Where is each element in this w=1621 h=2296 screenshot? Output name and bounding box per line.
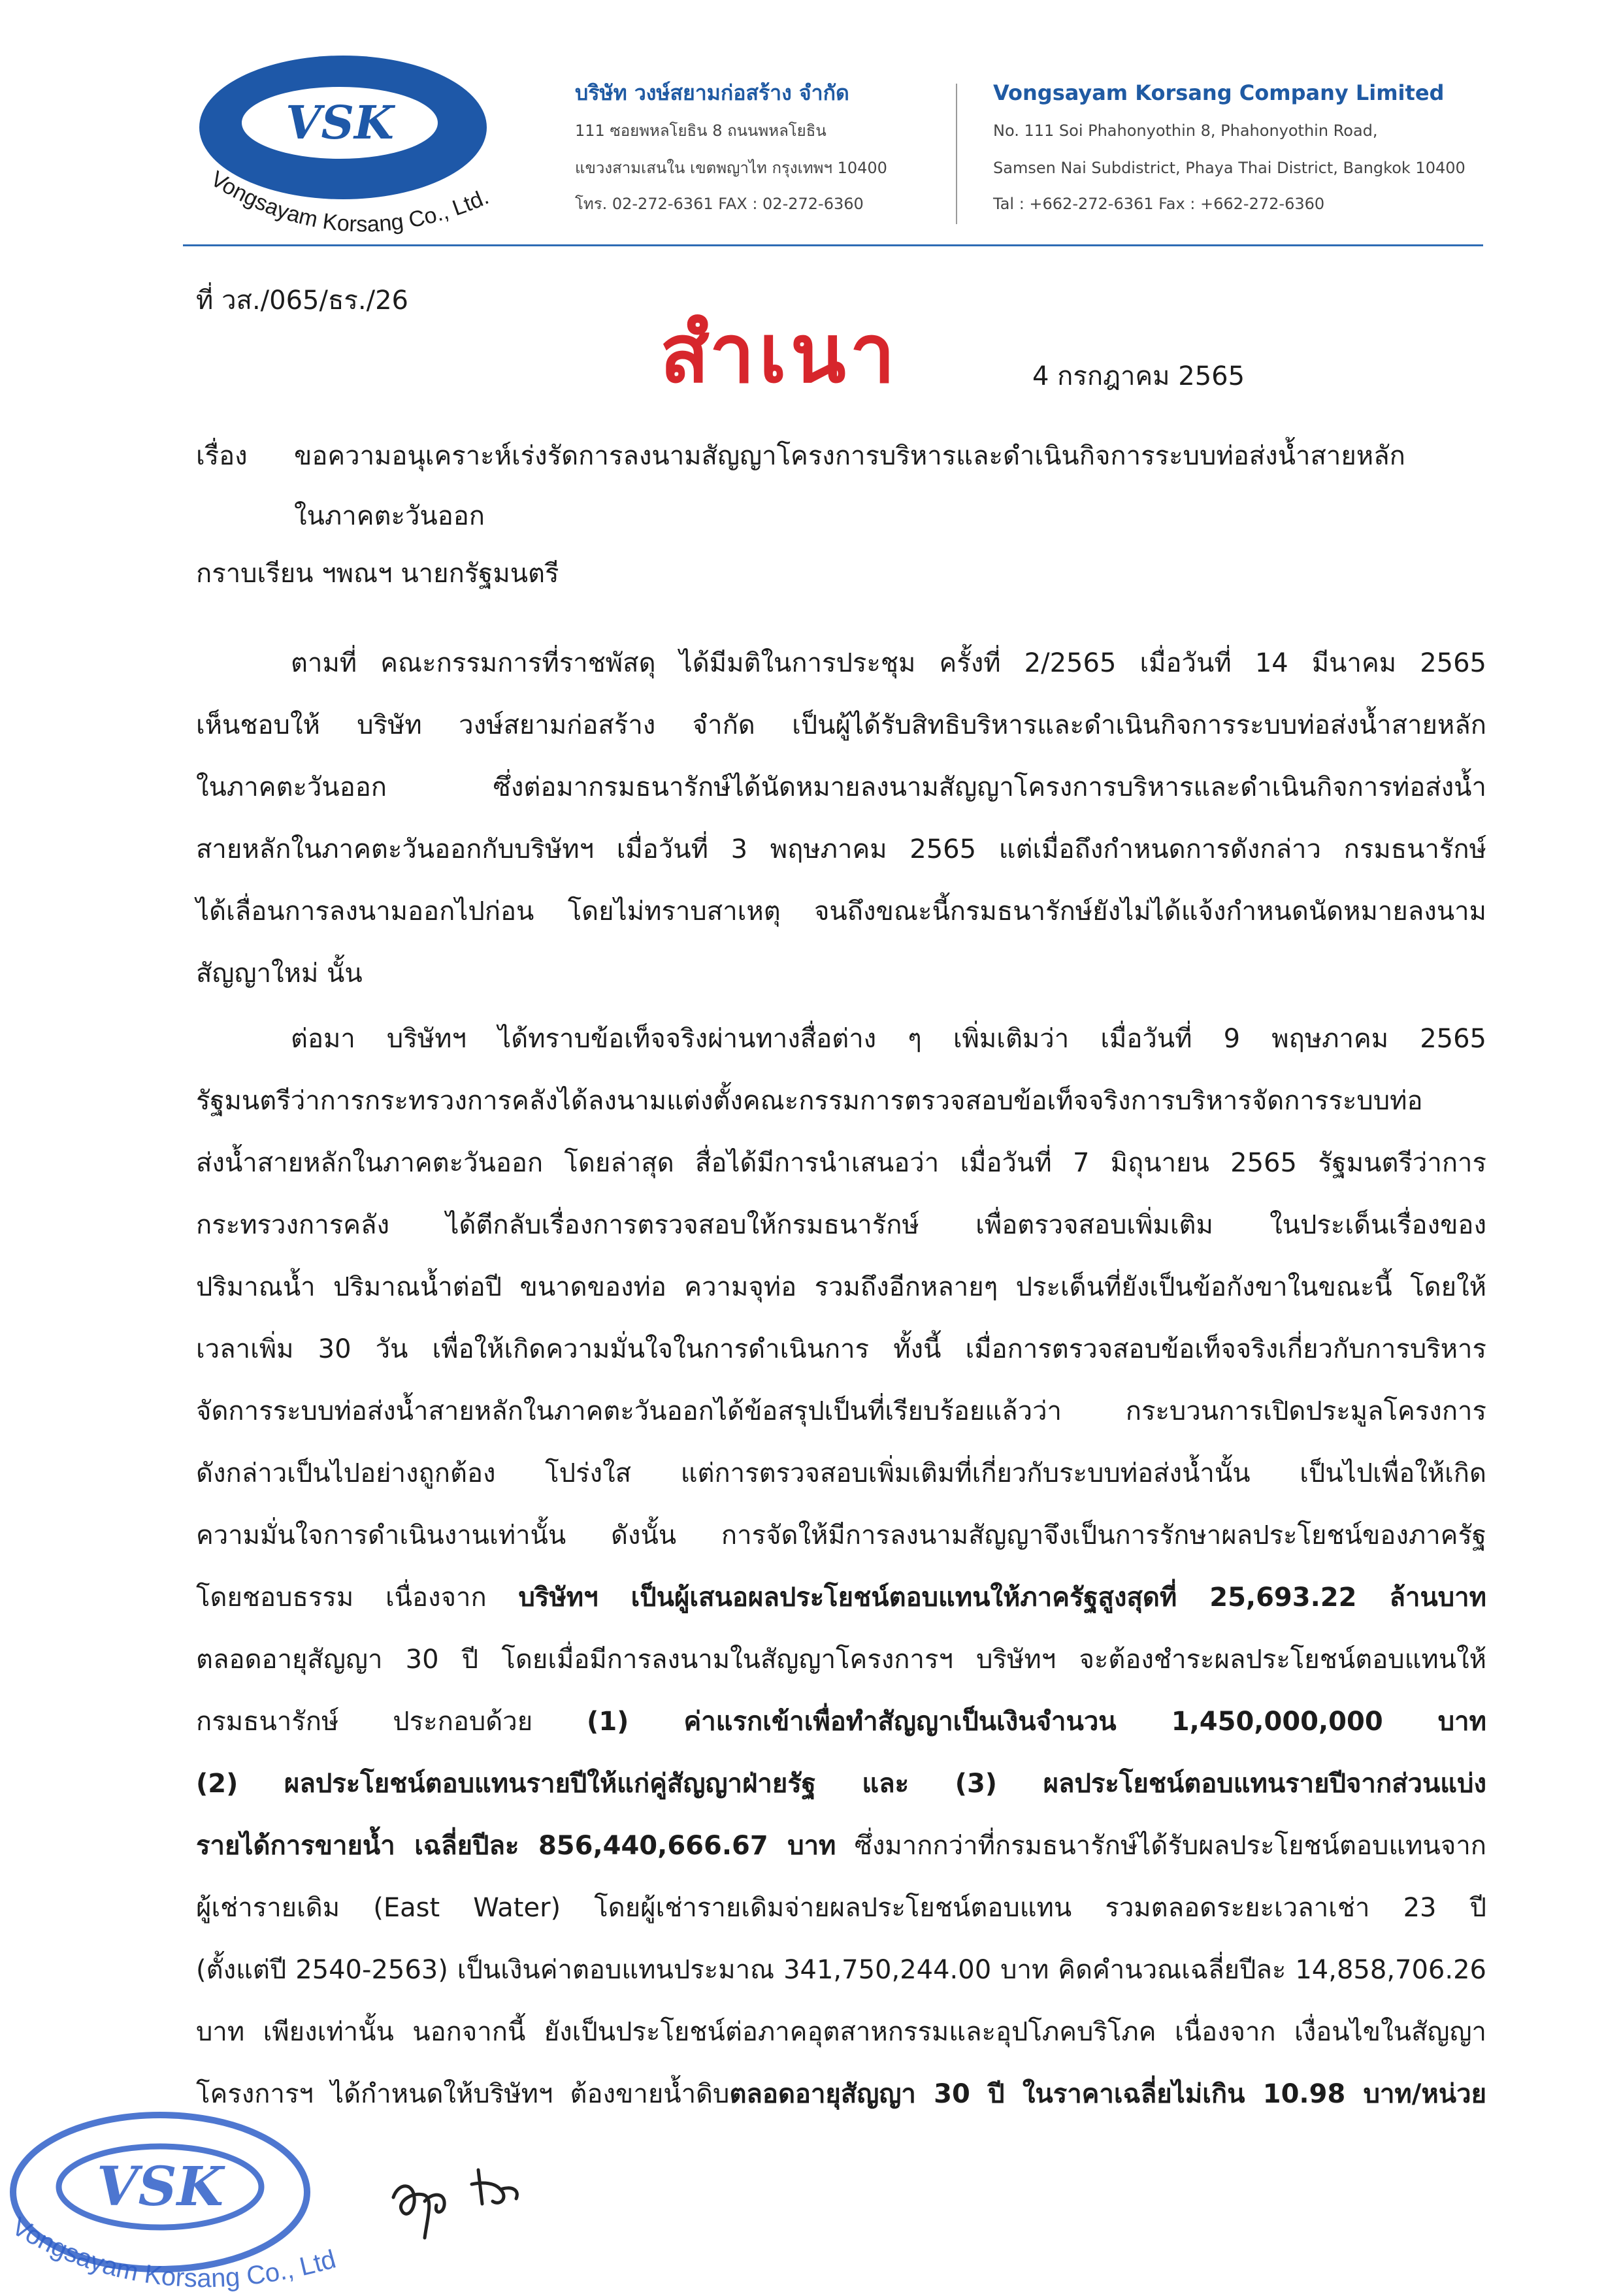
paragraph-2-text: โครงการฯ ได้กำหนดให้บริษัทฯ ต้องขายน้ำดิบ xyxy=(196,2079,730,2109)
paragraph-2-line: (ตั้งแต่ปี 2540-2563) เป็นเงินค่าตอบแทนประมาณ 341,750,244.00 บาท คิดคำนวณเฉลี่ยปีละ 14,858,706.26 xyxy=(196,1955,1486,1985)
company-logo xyxy=(176,46,516,242)
paragraph-2-line: ความมั่นใจการดำเนินงานเท่านั้น ดังนั้น การจัดให้มีการลงนามสัญญาจึงเป็นการรักษาผลประโยชน์ของภาครัฐ xyxy=(196,1520,1486,1550)
paragraph-1-line: ในภาคตะวันออก ซึ่งต่อมากรมธนารักษ์ได้นัดหมายลงนามสัญญาโครงการบริหารและดำเนินกิจการท่อส่งน้ำ xyxy=(196,772,1486,802)
paragraph-1-line: สายหลักในภาคตะวันออกกับบริษัทฯ เมื่อวันที่ 3 พฤษภาคม 2565 แต่เมื่อถึงกำหนดการดังกล่าว กรมธนารักษ์ xyxy=(196,834,1486,864)
stamp-monogram: VSK xyxy=(96,2156,224,2218)
paragraph-2-line: ต่อมา บริษัทฯ ได้ทราบข้อเท็จจริงผ่านทางสื่อต่าง ๆ เพิ่มเติมว่า เมื่อวันที่ 9 พฤษภาคม 2565 xyxy=(291,1024,1486,1054)
address-english-line-2: Samsen Nai Subdistrict, Phaya Thai District, Bangkok 10400 xyxy=(993,159,1465,177)
paragraph-2-line: จัดการระบบท่อส่งน้ำสายหลักในภาคตะวันออกได้ข้อสรุปเป็นที่เรียบร้อยแล้วว่า กระบวนการเปิดประมูลโครงการ xyxy=(196,1396,1486,1426)
subject-line-2: ในภาคตะวันออก xyxy=(294,501,485,531)
paragraph-2-line xyxy=(196,1833,1486,1859)
paragraph-2-line xyxy=(196,1709,1486,1735)
phone-english: Tal : +662-272-6361 Fax : +662-272-6360 xyxy=(993,195,1325,213)
logo-ring-text: Vongsayam Korsang Co., Ltd. xyxy=(206,166,493,237)
stamp-ring-text: Vongsayam Korsang Co., Ltd xyxy=(7,2212,339,2293)
letter-date: 4 กรกฎาคม 2565 xyxy=(1032,361,1245,391)
paragraph-2-line: ปริมาณน้ำ ปริมาณน้ำต่อปี ขนาดของท่อ ความจุท่อ รวมถึงอีกหลายๆ ประเด็นที่ยังเป็นข้อกังขาในขณะนี้ โดยให้ xyxy=(196,1272,1486,1302)
address-thai-line-2: แขวงสามเสนใน เขตพญาไท กรุงเทพฯ 10400 xyxy=(575,159,887,177)
paragraph-2-line: ส่งน้ำสายหลักในภาคตะวันออก โดยล่าสุด สื่อได้มีการนำเสนอว่า เมื่อวันที่ 7 มิถุนายน 2565 รัฐมนตรีว่าการ xyxy=(196,1148,1486,1178)
subject-line-1: ขอความอนุเคราะห์เร่งรัดการลงนามสัญญาโครงการบริหารและดำเนินกิจการระบบท่อส่งน้ำสายหลัก xyxy=(294,441,1405,471)
annual-average-highlight: รายได้การขายน้ำ เฉลี่ยปีละ 856,440,666.67 บาท xyxy=(196,1831,836,1861)
phone-thai: โทร. 02-272-6361 FAX : 02-272-6360 xyxy=(575,195,864,213)
paragraph-2-line xyxy=(196,2081,1486,2107)
paragraph-2-line: บาท เพียงเท่านั้น นอกจากนี้ ยังเป็นประโยชน์ต่อภาคอุตสาหกรรมและอุปโภคบริโภค เนื่องจาก เงื่อนไขในสัญญา xyxy=(196,2017,1486,2047)
signature xyxy=(385,2146,536,2251)
paragraph-2-line: รัฐมนตรีว่าการกระทรวงการคลังได้ลงนามแต่งตั้งคณะกรรมการตรวจสอบข้อเท็จจริงการบริหารจัดการระบบท่อ xyxy=(196,1086,1423,1116)
logo-monogram: VSK xyxy=(286,95,394,150)
highest-offer-highlight: บริษัทฯ เป็นผู้เสนอผลประโยชน์ตอบแทนให้ภาครัฐสูงสุดที่ 25,693.22 ล้านบาท xyxy=(518,1583,1486,1613)
header-rule xyxy=(183,244,1483,246)
company-seal-stamp xyxy=(7,2107,392,2293)
letterhead-divider xyxy=(956,84,957,224)
subject-label: เรื่อง xyxy=(196,441,248,471)
paragraph-2-text: โดยชอบธรรม เนื่องจาก xyxy=(196,1583,519,1613)
paragraph-2-line: เวลาเพิ่ม 30 วัน เพื่อให้เกิดความมั่นใจในการดำเนินการ ทั้งนี้ เมื่อการตรวจสอบข้อเท็จจริงเกี่ยวกับการบริหาร xyxy=(196,1334,1486,1364)
entry-fee-highlight: (1) ค่าแรกเข้าเพื่อทำสัญญาเป็นเงินจำนวน 1,450,000,000 บาท xyxy=(587,1707,1486,1737)
paragraph-2-line: ผู้เช่ารายเดิม (East Water) โดยผู้เช่ารายเดิมจ่ายผลประโยชน์ตอบแทน รวมตลอดระยะเวลาเช่า 23 ปี xyxy=(196,1893,1486,1923)
paragraph-1-line: ได้เลื่อนการลงนามออกไปก่อน โดยไม่ทราบสาเหตุ จนถึงขณะนี้กรมธนารักษ์ยังไม่ได้แจ้งกำหนดนัดหมายลงนาม xyxy=(196,896,1486,927)
paragraph-1-line: สัญญาใหม่ นั้น xyxy=(196,959,363,989)
paragraph-2-text: ซึ่งมากกว่าที่กรมธนารักษ์ได้รับผลประโยชน์ตอบแทนจาก xyxy=(836,1831,1486,1861)
benefit-items-highlight: (2) ผลประโยชน์ตอบแทนรายปีให้แก่คู่สัญญาฝ่ายรัฐ และ (3) ผลประโยชน์ตอบแทนรายปีจากส่วนแบ่ง xyxy=(196,1769,1486,1799)
paragraph-1-line: เห็นชอบให้ บริษัท วงษ์สยามก่อสร้าง จำกัด เป็นผู้ได้รับสิทธิบริหารและดำเนินกิจการระบบท่อส่งน้ำสายหลัก xyxy=(196,710,1486,740)
reference-number: ที่ วส./065/ธร./26 xyxy=(196,286,408,316)
address-english-line-1: No. 111 Soi Phahonyothin 8, Phahonyothin Road, xyxy=(993,122,1378,140)
company-name-thai: บริษัท วงษ์สยามก่อสร้าง จำกัด xyxy=(575,80,849,105)
copy-stamp: สำเนา xyxy=(660,307,900,401)
company-name-english: Vongsayam Korsang Company Limited xyxy=(993,80,1445,105)
paragraph-2-line: ดังกล่าวเป็นไปอย่างถูกต้อง โปร่งใส แต่การตรวจสอบเพิ่มเติมที่เกี่ยวกับระบบท่อส่งน้ำนั้น เป็นไปเพื่อให้เกิด xyxy=(196,1458,1486,1488)
paragraph-2-line xyxy=(196,1584,1486,1611)
water-price-highlight: ตลอดอายุสัญญา 30 ปี ในราคาเฉลี่ยไม่เกิน 10.98 บาท/หน่วย xyxy=(729,2079,1487,2109)
paragraph-2-line: กระทรวงการคลัง ได้ตีกลับเรื่องการตรวจสอบให้กรมธนารักษ์ เพื่อตรวจสอบเพิ่มเติม ในประเด็นเรื่องของ xyxy=(196,1210,1486,1240)
address-thai-line-1: 111 ซอยพหลโยธิน 8 ถนนพหลโยธิน xyxy=(575,122,827,140)
recipient: กราบเรียน ฯพณฯ นายกรัฐมนตรี xyxy=(196,559,559,589)
paragraph-2-line: ตลอดอายุสัญญา 30 ปี โดยเมื่อมีการลงนามในสัญญาโครงการฯ บริษัทฯ จะต้องชำระผลประโยชน์ตอบแทนให้ xyxy=(196,1645,1486,1675)
paragraph-1-line: ตามที่ คณะกรรมการที่ราชพัสดุ ได้มีมติในการประชุม ครั้งที่ 2/2565 เมื่อวันที่ 14 มีนาคม 2565 xyxy=(291,648,1486,678)
paragraph-2-text: กรมธนารักษ์ ประกอบด้วย xyxy=(196,1707,587,1737)
